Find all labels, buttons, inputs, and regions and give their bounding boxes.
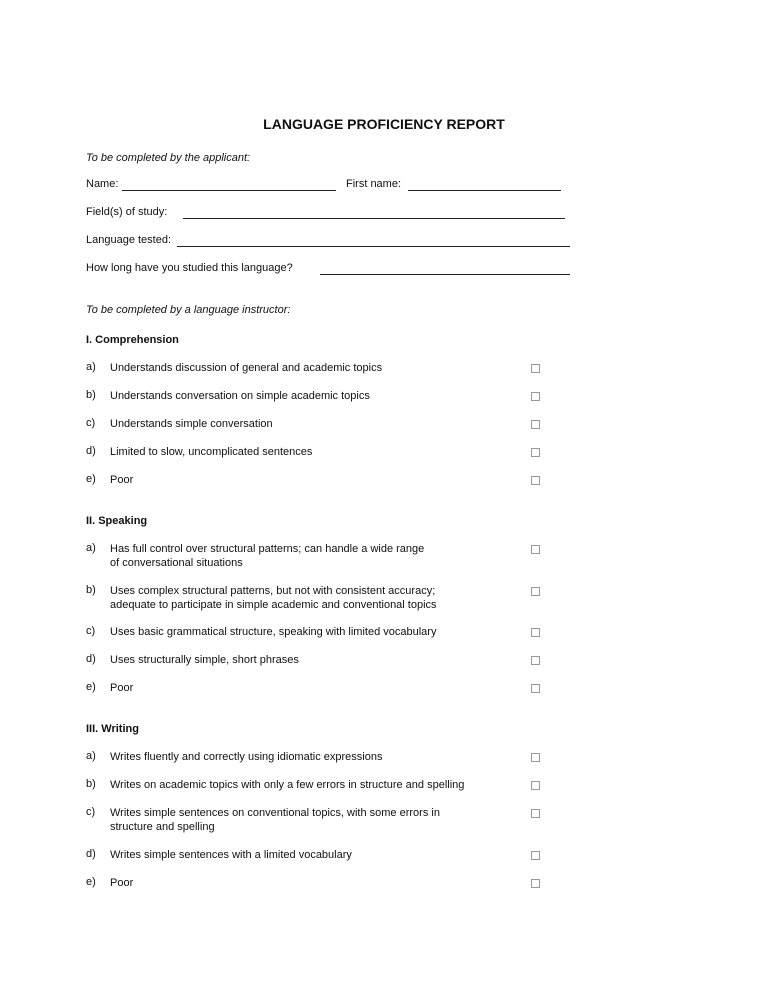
- item-letter: a): [86, 542, 96, 554]
- name-label: Name:: [86, 178, 119, 190]
- field-of-study-field[interactable]: [183, 206, 565, 219]
- field-of-study-label: Field(s) of study:: [86, 206, 168, 218]
- item-text: Writes simple sentences on conventional topics, with some errors in: [110, 807, 440, 819]
- checkbox[interactable]: [531, 628, 540, 637]
- item-letter: c): [86, 625, 96, 637]
- item-letter: e): [86, 876, 96, 888]
- item-text: Writes on academic topics with only a few errors in structure and spelling: [110, 779, 465, 791]
- checkbox[interactable]: [531, 656, 540, 665]
- checkbox[interactable]: [531, 448, 540, 457]
- checkbox[interactable]: [531, 587, 540, 596]
- item-letter: b): [86, 389, 96, 401]
- item-text: Uses complex structural patterns, but not with consistent accuracy;: [110, 585, 436, 597]
- item-text: Has full control over structural patterns; can handle a wide range: [110, 543, 425, 555]
- checkbox[interactable]: [531, 684, 540, 693]
- section-heading-speaking: II. Speaking: [86, 515, 148, 527]
- checkbox[interactable]: [531, 879, 540, 888]
- instructor-header: To be completed by a language instructor:: [86, 304, 291, 316]
- item-text: Poor: [110, 682, 134, 694]
- item-text: Understands simple conversation: [110, 418, 273, 430]
- checkbox[interactable]: [531, 753, 540, 762]
- item-letter: b): [86, 584, 96, 596]
- checkbox[interactable]: [531, 851, 540, 860]
- item-text: Poor: [110, 877, 134, 889]
- how-long-label: How long have you studied this language?: [86, 262, 293, 274]
- language-tested-field[interactable]: [177, 234, 570, 247]
- item-letter: a): [86, 750, 96, 762]
- item-letter: b): [86, 778, 96, 790]
- item-text-continued: of conversational situations: [110, 557, 243, 569]
- item-text: Understands conversation on simple academic topics: [110, 390, 370, 402]
- section-heading-writing: III. Writing: [86, 723, 139, 735]
- checkbox[interactable]: [531, 392, 540, 401]
- item-letter: e): [86, 473, 96, 485]
- item-letter: d): [86, 653, 96, 665]
- applicant-header: To be completed by the applicant:: [86, 152, 251, 164]
- item-text: Understands discussion of general and academic topics: [110, 362, 383, 374]
- how-long-field[interactable]: [320, 262, 570, 275]
- item-text: Poor: [110, 474, 134, 486]
- item-letter: d): [86, 445, 96, 457]
- item-text: Writes fluently and correctly using idiomatic expressions: [110, 751, 383, 763]
- item-text-continued: structure and spelling: [110, 821, 215, 833]
- item-letter: a): [86, 361, 96, 373]
- checkbox[interactable]: [531, 364, 540, 373]
- checkbox[interactable]: [531, 476, 540, 485]
- checkbox[interactable]: [531, 420, 540, 429]
- item-text: Uses basic grammatical structure, speaking with limited vocabulary: [110, 626, 437, 638]
- item-letter: d): [86, 848, 96, 860]
- item-text: Uses structurally simple, short phrases: [110, 654, 299, 666]
- checkbox[interactable]: [531, 781, 540, 790]
- item-letter: c): [86, 417, 96, 429]
- item-text: Writes simple sentences with a limited vocabulary: [110, 849, 352, 861]
- name-field[interactable]: [122, 178, 336, 191]
- first-name-field[interactable]: [408, 178, 561, 191]
- checkbox[interactable]: [531, 545, 540, 554]
- page-title: LANGUAGE PROFICIENCY REPORT: [263, 116, 505, 132]
- checkbox[interactable]: [531, 809, 540, 818]
- item-letter: c): [86, 806, 96, 818]
- item-text-continued: adequate to participate in simple academic and conventional topics: [110, 599, 437, 611]
- item-letter: e): [86, 681, 96, 693]
- first-name-label: First name:: [346, 178, 402, 190]
- section-heading-comprehension: I. Comprehension: [86, 334, 179, 346]
- item-text: Limited to slow, uncomplicated sentences: [110, 446, 313, 458]
- language-tested-label: Language tested:: [86, 234, 172, 246]
